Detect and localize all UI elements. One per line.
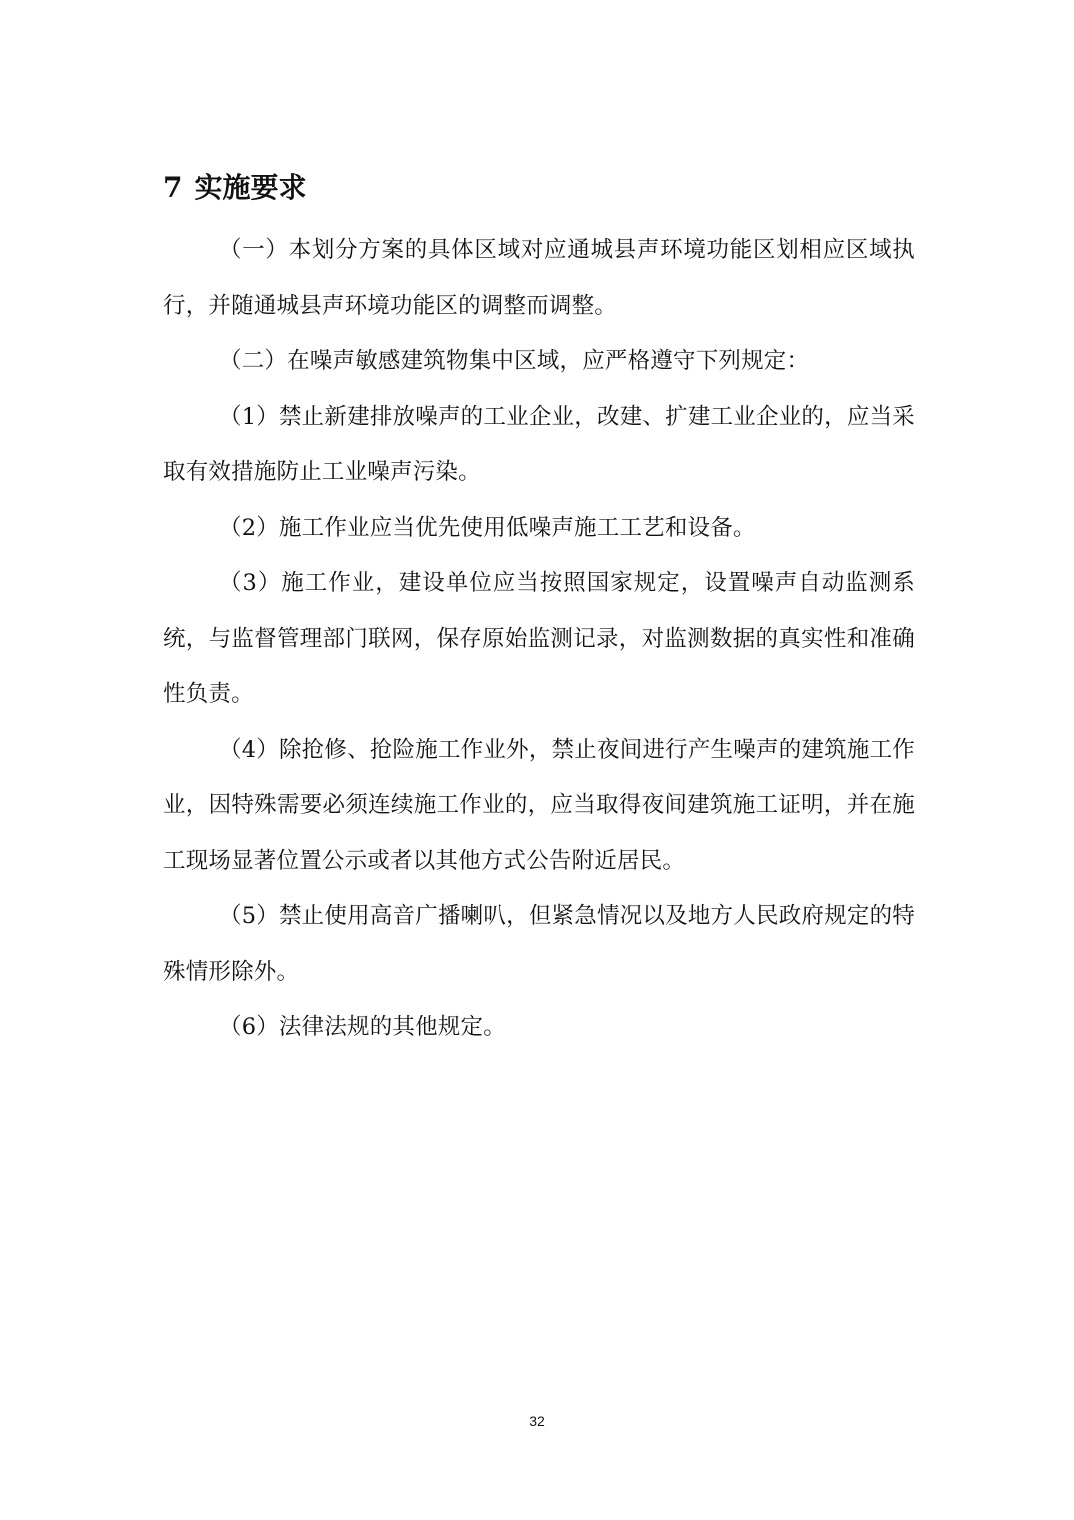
section-title: 实施要求: [194, 171, 307, 204]
page-number: 32: [529, 1413, 545, 1429]
section-body: [163, 223, 915, 1056]
paragraph-1: （一）本划分方案的具体区域对应通城县声环境功能区划相应区域执行，并随通城县声环境功能区的调整而调整。: [163, 237, 915, 319]
paragraph-7: （5）禁止使用高音广播喇叭，但紧急情况以及地方人民政府规定的特殊情形除外。: [163, 903, 915, 985]
paragraph-5: （3）施工作业，建设单位应当按照国家规定，设置噪声自动监测系统，与监督管理部门联网，保存原始监测记录，对监测数据的真实性和准确性负责。: [163, 570, 915, 707]
paragraph-2: （二）在噪声敏感建筑物集中区域，应严格遵守下列规定：: [219, 348, 810, 374]
section-heading: [163, 168, 307, 208]
paragraph-6: （4）除抢修、抢险施工作业外，禁止夜间进行产生噪声的建筑施工作业，因特殊需要必须连续施工作业的，应当取得夜间建筑施工证明，并在施工现场显著位置公示或者以其他方式公告附近居民。: [163, 736, 915, 874]
section-number: 7: [163, 171, 183, 204]
paragraph-4: （2）施工作业应当优先使用低噪声施工工艺和设备。: [219, 514, 756, 541]
paragraph-3: （1）禁止新建排放噪声的工业企业，改建、扩建工业企业的，应当采取有效措施防止工业噪声污染。: [163, 403, 915, 485]
paragraph-8: （6）法律法规的其他规定。: [219, 1014, 506, 1040]
